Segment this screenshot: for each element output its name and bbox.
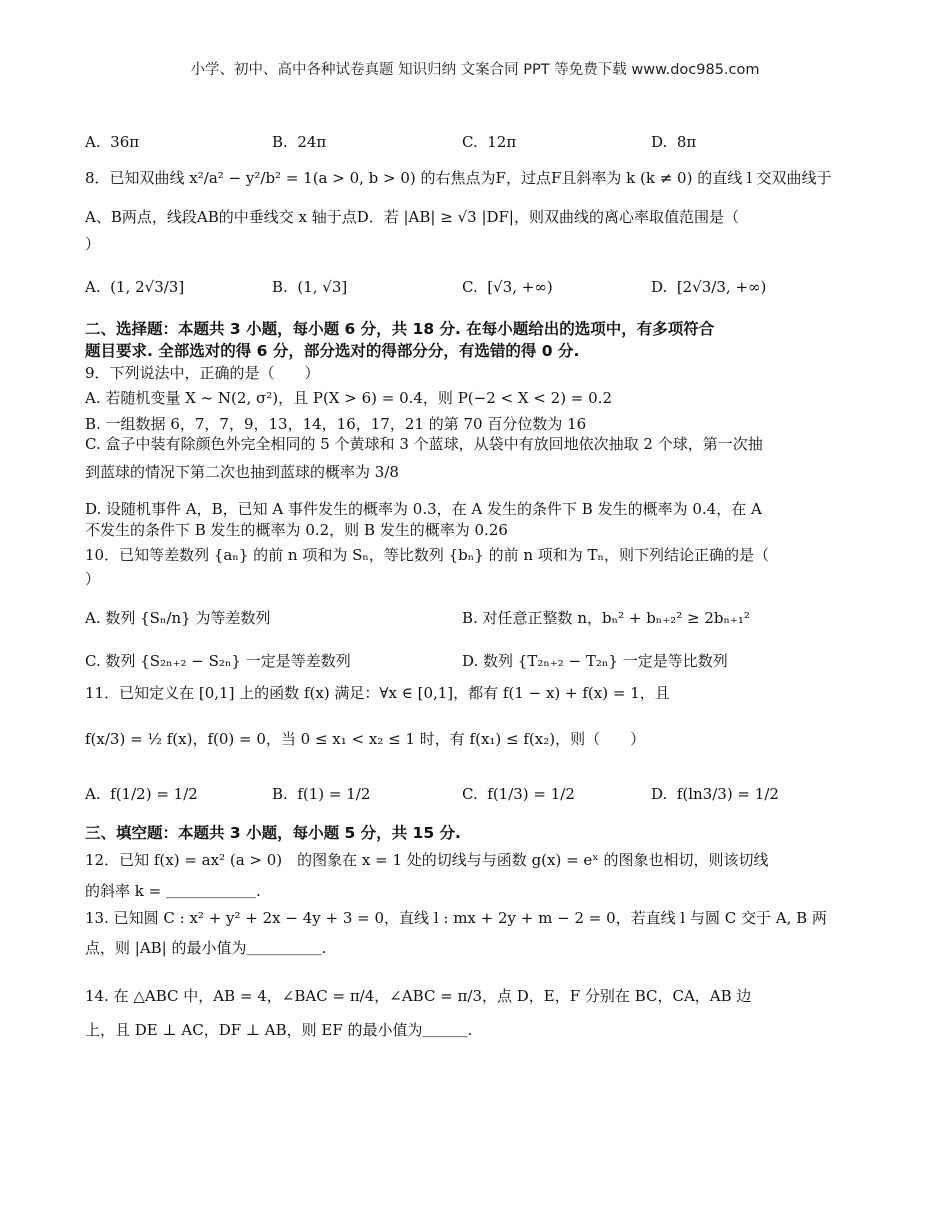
q9-option-d-line2: 不发生的条件下 B 发生的概率为 0.2，则 B 发生的概率为 0.26 [85,521,508,539]
q13-stem-line1: 13. 已知圆 C : x² + y² + 2x − 4y + 3 = 0，直线 l : mx + 2y + m − 2 = 0，若直线 l 与圆 C 交于 A, B 两 [85,909,827,927]
q9-option-c-line1: C. 盒子中装有除颜色外完全相同的 5 个黄球和 3 个蓝球，从袋中有放回地依次抽取 2 个球，第一次抽 [85,435,763,453]
section2-title-line1: 二、选择题：本题共 3 小题，每小题 6 分，共 18 分. 在每小题给出的选项中，有多项符合 [85,320,715,338]
q8-option-a: A. (1, 2√3/3] [85,278,185,296]
q9-option-d-line1: D. 设随机事件 A，B，已知 A 事件发生的概率为 0.3，在 A 发生的条件下 B 发生的概率为 0.4，在 A [85,500,762,518]
q8-option-d: D. [2√3/3, +∞) [651,278,767,296]
q11-option-b: B. f(1) = 1/2 [272,785,371,803]
section2-title-line2: 题目要求. 全部选对的得 6 分，部分选对的得部分分，有选错的得 0 分. [85,342,580,360]
q9-option-a: A. 若随机变量 X ~ N(2, σ²)，且 P(X > 6) = 0.4，则 P(−2 < X < 2) = 0.2 [85,389,613,407]
q10-stem-line1: 10．已知等差数列 {aₙ} 的前 n 项和为 Sₙ，等比数列 {bₙ} 的前 n 项和为 Tₙ，则下列结论正确的是（ [85,546,770,564]
section3-title: 三、填空题：本题共 3 小题，每小题 5 分，共 15 分. [85,824,461,842]
q11-option-c: C. f(1/3) = 1/2 [462,785,575,803]
page-header: 小学、初中、高中各种试卷真题 知识归纳 文案合同 PPT 等免费下载 www.doc985.com [190,62,760,78]
q7-option-d: D. 8π [651,133,697,151]
q8-option-c: C. [√3, +∞) [462,278,553,296]
q9-option-c-line2: 到蓝球的情况下第二次也抽到蓝球的概率为 3/8 [85,463,399,481]
q8-stem-line2: A、B两点，线段AB的中垂线交 x 轴于点D．若 |AB| ≥ √3 |DF|，则双曲线的离心率取值范围是（ [85,208,739,226]
q13-stem-line2: 点，则 |AB| 的最小值为＿＿＿＿＿. [85,939,327,957]
q11-stem-line1: 11．已知定义在 [0,1] 上的函数 f(x) 满足：∀x ∈ [0,1]，都有 f(1 − x) + f(x) = 1，且 [85,684,670,702]
q11-stem-line2: f(x/3) = ½ f(x)，f(0) = 0，当 0 ≤ x₁ < x₂ ≤ 1 时，有 f(x₁) ≤ f(x₂)，则（ ） [85,730,646,748]
q8-stem-line3: ） [85,235,101,253]
q14-stem-line1: 14. 在 △ABC 中，AB = 4，∠BAC = π/4，∠ABC = π/3，点 D，E，F 分别在 BC，CA，AB 边 [85,987,752,1005]
q14-stem-line2: 上，且 DE ⊥ AC，DF ⊥ AB，则 EF 的最小值为＿＿＿. [85,1021,473,1039]
q10-option-c: C. 数列 {S₂ₙ₊₂ − S₂ₙ} 一定是等差数列 [85,652,351,670]
q11-option-d: D. f(ln3/3) = 1/2 [651,785,779,803]
q10-option-a: A. 数列 {Sₙ/n} 为等差数列 [85,609,271,627]
q10-option-d: D. 数列 {T₂ₙ₊₂ − T₂ₙ} 一定是等比数列 [462,652,728,670]
q8-option-b: B. (1, √3] [272,278,348,296]
q11-option-a: A. f(1/2) = 1/2 [85,785,198,803]
q7-option-a: A. 36π [85,133,140,151]
q7-option-b: B. 24π [272,133,327,151]
q12-stem-line1: 12．已知 f(x) = ax² (a > 0) 的图象在 x = 1 处的切线与与函数 g(x) = eˣ 的图象也相切，则该切线 [85,851,769,869]
q12-stem-line2: 的斜率 k = ＿＿＿＿＿＿. [85,882,261,900]
q8-stem-line1: 8．已知双曲线 x²/a² − y²/b² = 1(a > 0, b > 0) 的右焦点为F，过点F且斜率为 k (k ≠ 0) 的直线 l 交双曲线于 [85,169,832,187]
q10-stem-line2: ） [85,570,101,588]
q10-option-b: B. 对任意正整数 n，bₙ² + bₙ₊₂² ≥ 2bₙ₊₁² [462,609,750,627]
q9-option-b: B. 一组数据 6，7，7，9，13，14，16，17，21 的第 70 百分位数为 16 [85,415,587,433]
q9-stem: 9．下列说法中，正确的是（ ） [85,364,320,382]
q7-option-c: C. 12π [462,133,517,151]
